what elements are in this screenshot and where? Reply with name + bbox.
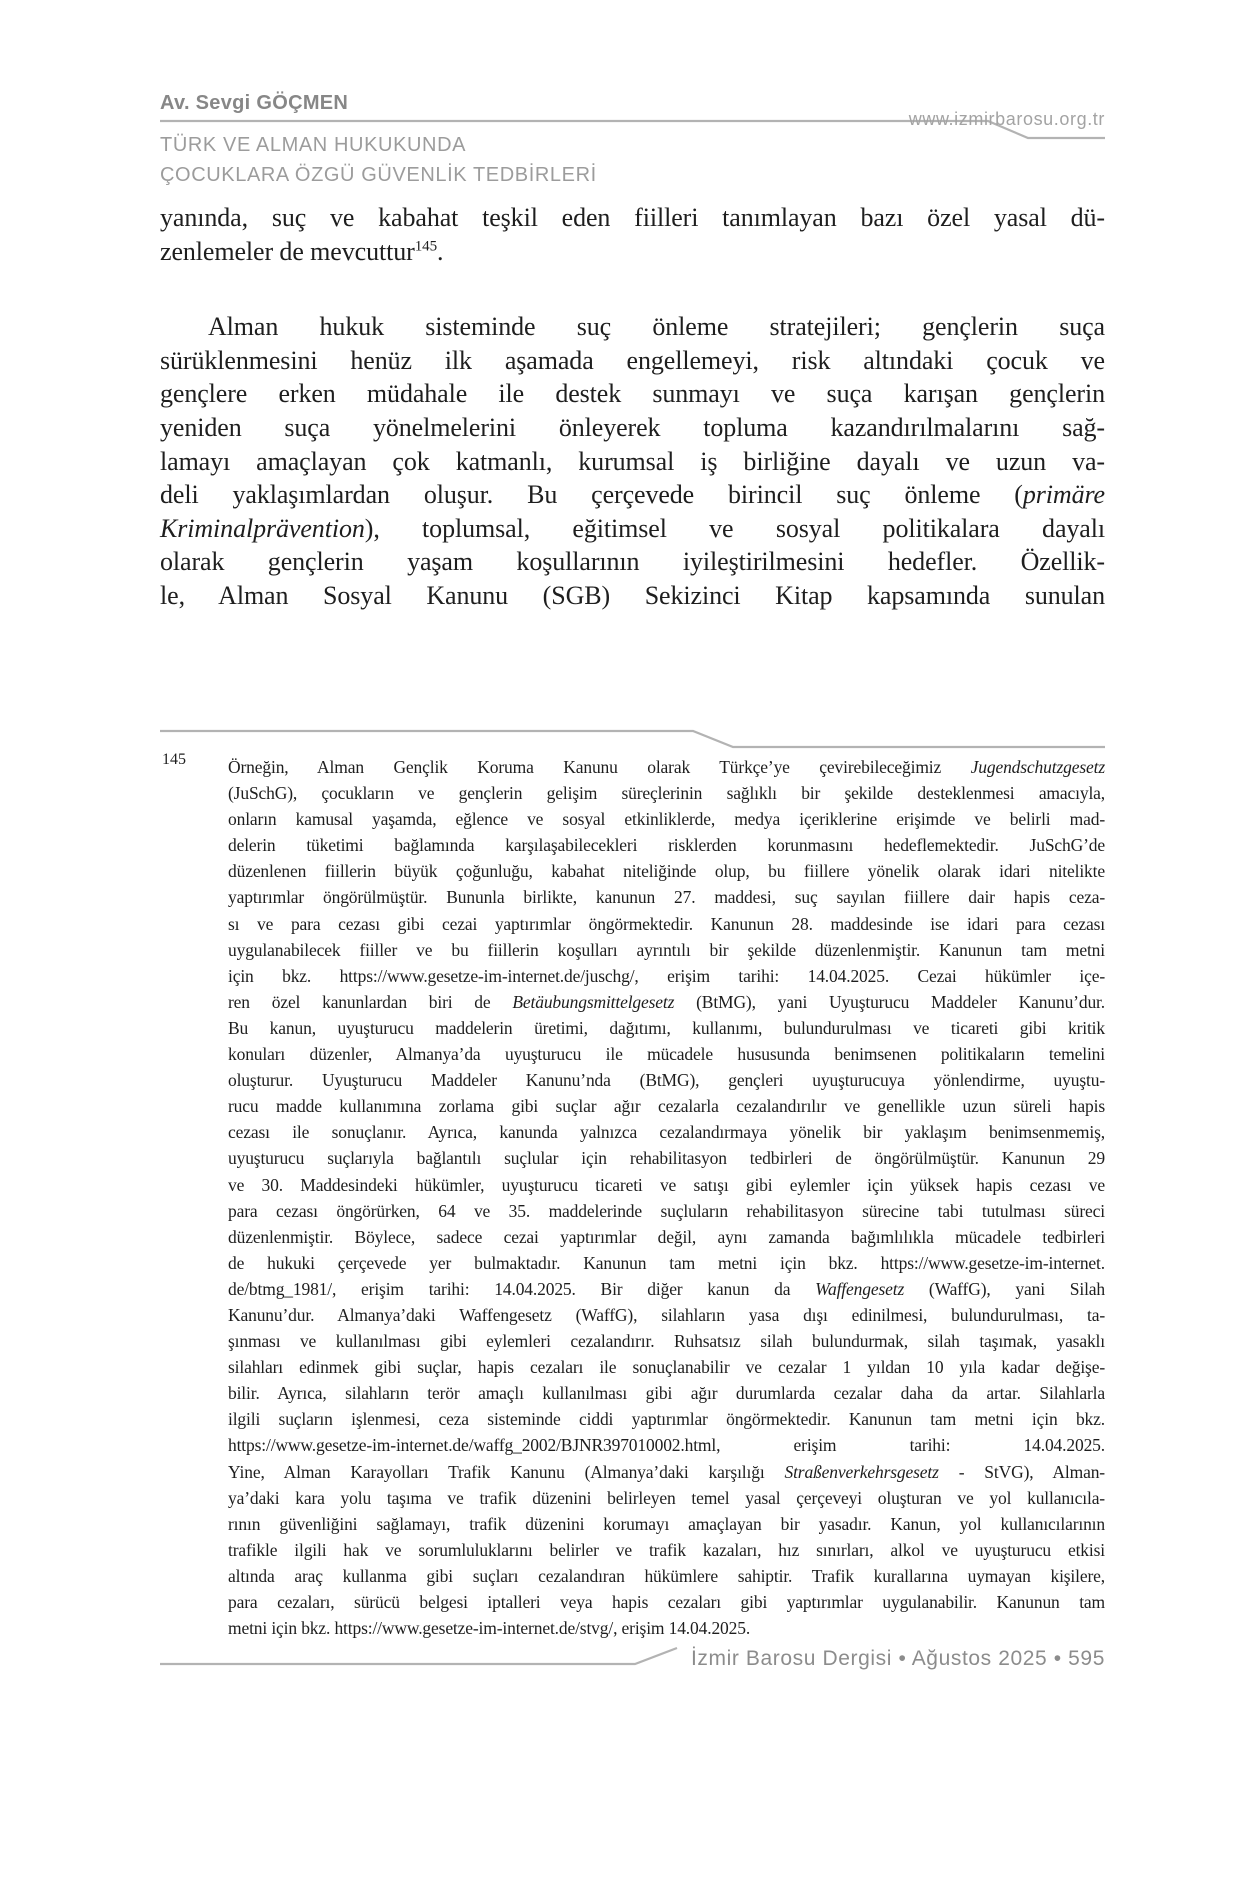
- body-text-line: yeniden suça yönelmelerini önleyerek topluma kazandırılmalarını sağ-: [160, 412, 1105, 442]
- footnote-line: https://www.gesetze-im-internet.de/waffg_2002/BJNR397010002.html, erişim tarihi: 14.04.2025.: [228, 1435, 1105, 1456]
- page-header-author: Av. Sevgi GÖÇMEN: [160, 92, 349, 114]
- body-text-line: olarak gençlerin yaşam koşullarının iyileştirilmesini hedefler. Özellik-: [160, 547, 1105, 577]
- body-text-line: deli yaklaşımlardan oluşur. Bu çerçevede birincil suç önleme (primäre: [160, 480, 1105, 510]
- header-website: www.izmirbarosu.org.tr: [908, 109, 1105, 129]
- footnote-line: uygulanabilecek fiiller ve bu fiillerin koşulları ayrıntılı bir şekilde düzenlenmiştir. Kanunun tam metni: [228, 939, 1105, 960]
- footnote-line: Bu kanun, uyuşturucu maddelerin üretimi, dağıtımı, kullanımı, bulundurulması ve ticareti gibi kritik: [228, 1017, 1105, 1038]
- footnote-line: (JuSchG), çocukların ve gençlerin gelişim süreçlerinin sağlıklı bir şekilde desteklenmesi amacıyla,: [228, 783, 1105, 804]
- footnote-line: Yine, Alman Karayolları Trafik Kanunu (Almanya’daki karşılığı Straßenverkehrsgesetz - StVG), Alman-: [228, 1461, 1105, 1482]
- paragraph: [160, 310, 1105, 612]
- header-title-line2: ÇOCUKLARA ÖZGÜ GÜVENLİK TEDBİRLERİ: [160, 164, 597, 186]
- footnote-line: rucu madde kullanımına zorlama gibi suçlar ağır cezalarla cezalandırılır ve genellikle uzun süreli hapis: [228, 1096, 1105, 1117]
- body-text-line: sürüklenmesini henüz ilk aşamada engellemeyi, risk altındaki çocuk ve: [160, 345, 1105, 375]
- body-text-line: gençlere erken müdahale ile destek sunmayı ve suça karışan gençlerin: [160, 379, 1105, 409]
- footnote-line: için bkz. https://www.gesetze-im-internet.de/juschg/, erişim tarihi: 14.04.2025. Cezai hükümler içe-: [228, 965, 1105, 986]
- footnote-rule: [160, 729, 1105, 751]
- footnote-line: de/btmg_1981/, erişim tarihi: 14.04.2025. Bir diğer kanun da Waffengesetz (WaffG), yani Silah: [228, 1278, 1105, 1299]
- footnote-line: şınması ve kullanılması gibi eylemleri cezalandırır. Ruhsatsız silah bulundurmak, silah taşımak, yasaklı: [228, 1331, 1105, 1352]
- body-text-line: zenlemeler de mevcuttur$^{145}$.: [160, 236, 444, 266]
- footnote-line: ren özel kanunlardan biri de Betäubungsmittelgesetz (BtMG), yani Uyuşturucu Maddeler Kanunu’dur.: [228, 991, 1105, 1012]
- footnote-line: düzenlenmiştir. Böylece, sadece cezai yaptırımlar değil, aynı zamanda bağımlılıkla mücadele tedbirleri: [228, 1226, 1105, 1247]
- footnote-line: düzenlenen fiillerin büyük çoğunluğu, kabahat niteliğinde olup, bu fiillere yönelik olarak idari nitelikte: [228, 861, 1105, 882]
- footnote-line: Kanunu’dur. Almanya’daki Waffengesetz (WaffG), silahların yasa dışı edinilmesi, bulundurulması, ta-: [228, 1304, 1105, 1325]
- footnote-line: rının güvenliğini sağlamayı, trafik düzenini korumayı amaçlayan bir yasadır. Kanun, yol kullanıcılarının: [228, 1513, 1105, 1534]
- body-text-line: lamayı amaçlayan çok katmanlı, kurumsal iş birliğine dayalı ve uzun va-: [160, 446, 1105, 476]
- paragraph: [160, 201, 1105, 268]
- footnote-line: altında araç kullanma gibi suçları cezalandıran hükümlere sahiptir. Trafik kurallarına uymayan kişilere,: [228, 1565, 1105, 1586]
- footnote-number: 145: [162, 751, 186, 768]
- body-text-line: le, Alman Sosyal Kanunu (SGB) Sekizinci Kitap kapsamında sunulan: [160, 580, 1105, 610]
- footnote-line: sı ve para cezası gibi cezai yaptırımlar öngörmektedir. Kanunun 28. maddesinde ise idari para cezası: [228, 913, 1105, 934]
- footnote-line: cezası ile sonuçlanır. Ayrıca, kanunda yalnızca cezalandırmaya yönelik bir yaklaşım benimsenmemiş,: [228, 1122, 1105, 1143]
- body-text: [160, 201, 1105, 613]
- footnote: [160, 751, 1105, 1641]
- footnote-text: [228, 754, 1105, 1641]
- body-text-line: Alman hukuk sisteminde suç önleme stratejileri; gençlerin suça: [208, 312, 1105, 342]
- footnote-line: ve 30. Maddesindeki hükümler, uyuşturucu ticareti ve satışı gibi eylemler için yüksek hapis cezası ve: [228, 1174, 1105, 1195]
- footnote-line: bilir. Ayrıca, silahların terör amaçlı kullanılması gibi ağır durumlarda cezalar daha da artar. Silahlarla: [228, 1383, 1105, 1404]
- footnote-line: uyuşturucu suçlarıyla bağlantılı suçlular için rehabilitasyon tedbirleri de öngörülmüştür. Kanunun 29: [228, 1148, 1105, 1169]
- header-title-line1: TÜRK VE ALMAN HUKUKUNDA: [160, 134, 467, 156]
- body-text-line: Kriminalprävention), toplumsal, eğitimsel ve sosyal politikalara dayalı: [160, 513, 1105, 543]
- footnote-line: Örneğin, Alman Gençlik Koruma Kanunu olarak Türkçe’ye çevirebileceğimiz Jugendschutzgesetz: [228, 757, 1105, 777]
- footnote-line: ilgili suçların işlenmesi, ceza sisteminde ciddi yaptırımlar öngörmektedir. Kanunun tam metni için bkz.: [228, 1409, 1105, 1430]
- footnote-line: delerin tüketimi bağlamında karşılaşabilecekleri risklerden korunmasını hedeflemektedir. JuSchG’de: [228, 835, 1105, 856]
- footnote-line: trafikle ilgili hak ve sorumluluklarını belirler ve trafik kazaları, hız sınırları, alkol ve uyuşturucu etkisi: [228, 1539, 1105, 1560]
- footnote-line: silahları edinmek gibi suçlar, hapis cezaları ile sonuçlanabilir ve cezalar 1 yıldan 10 yıla kadar değişe-: [228, 1357, 1105, 1378]
- page-footer: İzmir Barosu Dergisi • Ağustos 2025 • 595: [691, 1647, 1105, 1670]
- page-header-title: [160, 130, 597, 190]
- footnote-line: konuları düzenler, Almanya’da uyuşturucu ile mücadele hususunda benimsenen politikaların temelini: [228, 1044, 1105, 1065]
- footnote-line: oluşturur. Uyuşturucu Maddeler Kanunu’nda (BtMG), gençleri uyuşturucuya yönlendirme, uyuştu-: [228, 1070, 1105, 1091]
- footnote-line: para cezaları, sürücü belgesi iptalleri veya hapis cezaları gibi yaptırımlar uygulanabilir. Kanunun tam: [228, 1592, 1105, 1612]
- footnote-line: para cezası öngörürken, 64 ve 35. maddelerinde suçluların rehabilitasyon sürecine tabi tutulması süreci: [228, 1200, 1105, 1221]
- footnote-line: yaptırımlar öngörülmüştür. Bununla birlikte, kanunun 27. maddesi, suç sayılan fiillere dair hapis ceza-: [228, 887, 1105, 908]
- footnote-line: de hukuki çerçevede yer bulmaktadır. Kanunun tam metni için bkz. https://www.gesetze-im-internet.: [228, 1252, 1105, 1273]
- footnote-line: ya’daki kara yolu taşıma ve trafik düzenini belirleyen temel yasal çerçeveyi oluşturan ve yol kullanıcıla-: [228, 1487, 1105, 1508]
- body-text-line: yanında, suç ve kabahat teşkil eden fiilleri tanımlayan bazı özel yasal dü-: [160, 203, 1105, 232]
- footnote-line: onların kamusal yaşamda, eğlence ve sosyal etkinliklerde, medya içeriklerine erişimde ve belirli mad-: [228, 809, 1105, 830]
- footnote-line: metni için bkz. https://www.gesetze-im-internet.de/stvg/, erişim 14.04.2025.: [228, 1618, 751, 1639]
